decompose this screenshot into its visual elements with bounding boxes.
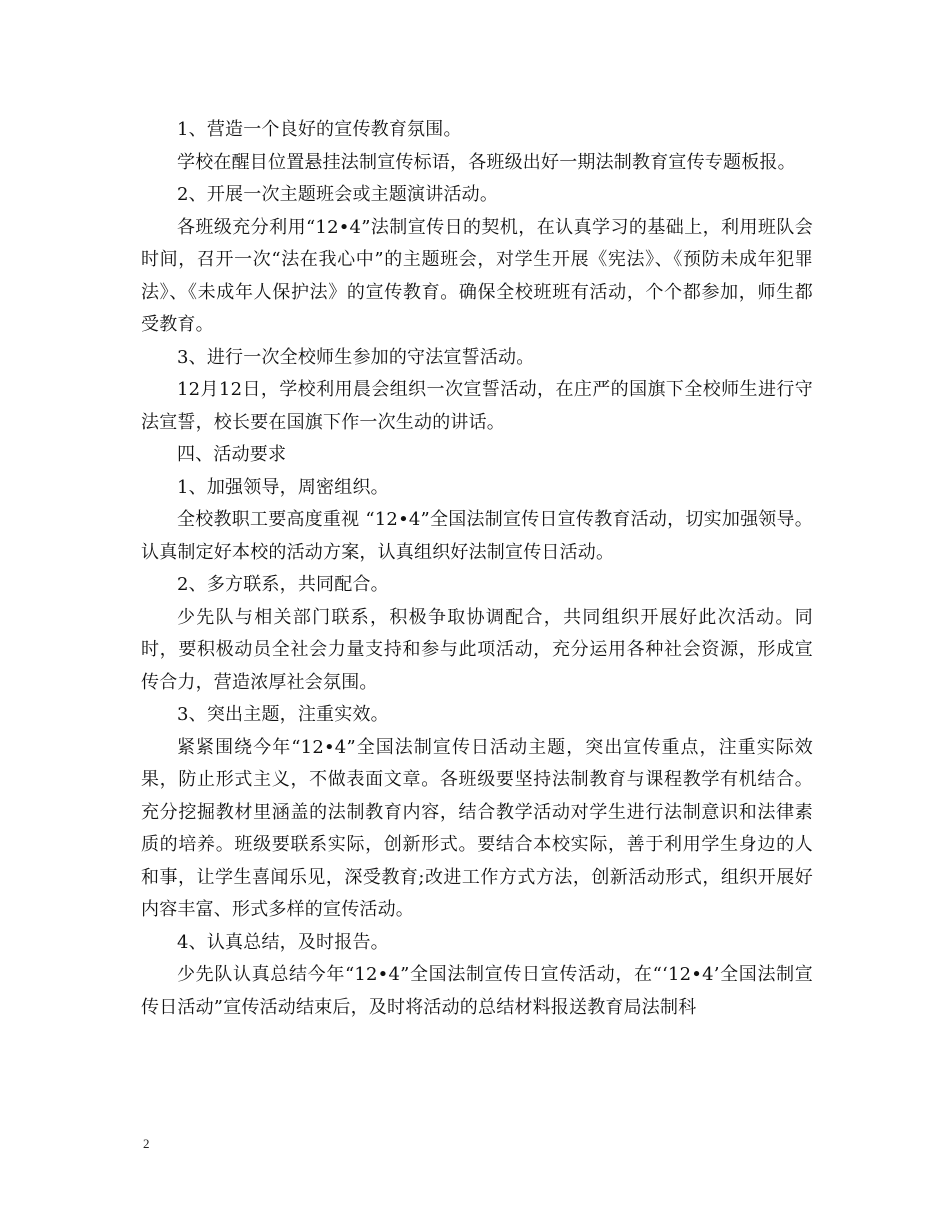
paragraph: 2、多方联系，共同配合。 — [177, 574, 389, 595]
paragraph: 各班级充分利用“12•4”法制宣传日的契机，在认真学习的基础上，利用班队会时间，召开一次“法在我心中”的主题班会，对学生开展《宪法》、《预防未成年犯罪法》、《未成年人保护法》的宣传教育。确保全校班班有活动，个个都参加，师生都受教育。 — [141, 216, 813, 335]
document-body — [141, 114, 813, 1024]
paragraph: 学校在醒目位置悬挂法制宣传标语，各班级出好一期法制教育宣传专题板报。 — [177, 151, 796, 173]
paragraph: 少先队与相关部门联系，积极争取协调配合，共同组织开展好此次活动。同时，要积极动员全社会力量支持和参与此项活动，充分运用各种社会资源，形成宣传合力，营造浓厚社会氛围。 — [141, 606, 813, 693]
paragraph: 全校教职工要高度重视 “12•4”全国法制宣传日宣传教育活动，切实加强领导。认真制定好本校的活动方案，认真组织好法制宣传日活动。 — [141, 509, 813, 563]
paragraph: 3、进行一次全校师生参加的守法宣誓活动。 — [177, 346, 535, 368]
paragraph: 1、营造一个良好的宣传教育氛围。 — [177, 119, 462, 140]
paragraph: 紧紧围绕今年“12•4”全国法制宣传日活动主题，突出宣传重点，注重实际效果，防止形式主义，不做表面文章。各班级要坚持法制教育与课程教学有机结合。充分挖掘教材里涵盖的法制教育内容，结合教学活动对学生进行法制意识和法律素质的培养。班级要联系实际，创新形式。要结合本校实际，善于利用学生身边的人和事，让学生喜闻乐见，深受教育;改进工作方式方法，创新活动形式，组织开展好内容丰富、形式多样的宣传活动。 — [141, 736, 813, 920]
section-heading: 四、活动要求 — [177, 444, 287, 465]
paragraph: 少先队认真总结今年“12•4”全国法制宣传日宣传活动，在“‘12•4’全国法制宣传日活动”宣传活动结束后，及时将活动的总结材料报送教育局法制科 — [141, 964, 813, 1018]
paragraph: 2、开展一次主题班会或主题演讲活动。 — [177, 184, 499, 205]
paragraph: 1、加强领导，周密组织。 — [177, 476, 389, 498]
paragraph: 12月12日，学校利用晨会组织一次宣誓活动，在庄严的国旗下全校师生进行守法宣誓，校长要在国旗下作一次生动的讲话。 — [141, 379, 813, 433]
page-number: 2 — [143, 1136, 150, 1151]
paragraph: 4、认真总结，及时报告。 — [177, 931, 389, 953]
paragraph: 3、突出主题，注重实效。 — [177, 704, 389, 725]
